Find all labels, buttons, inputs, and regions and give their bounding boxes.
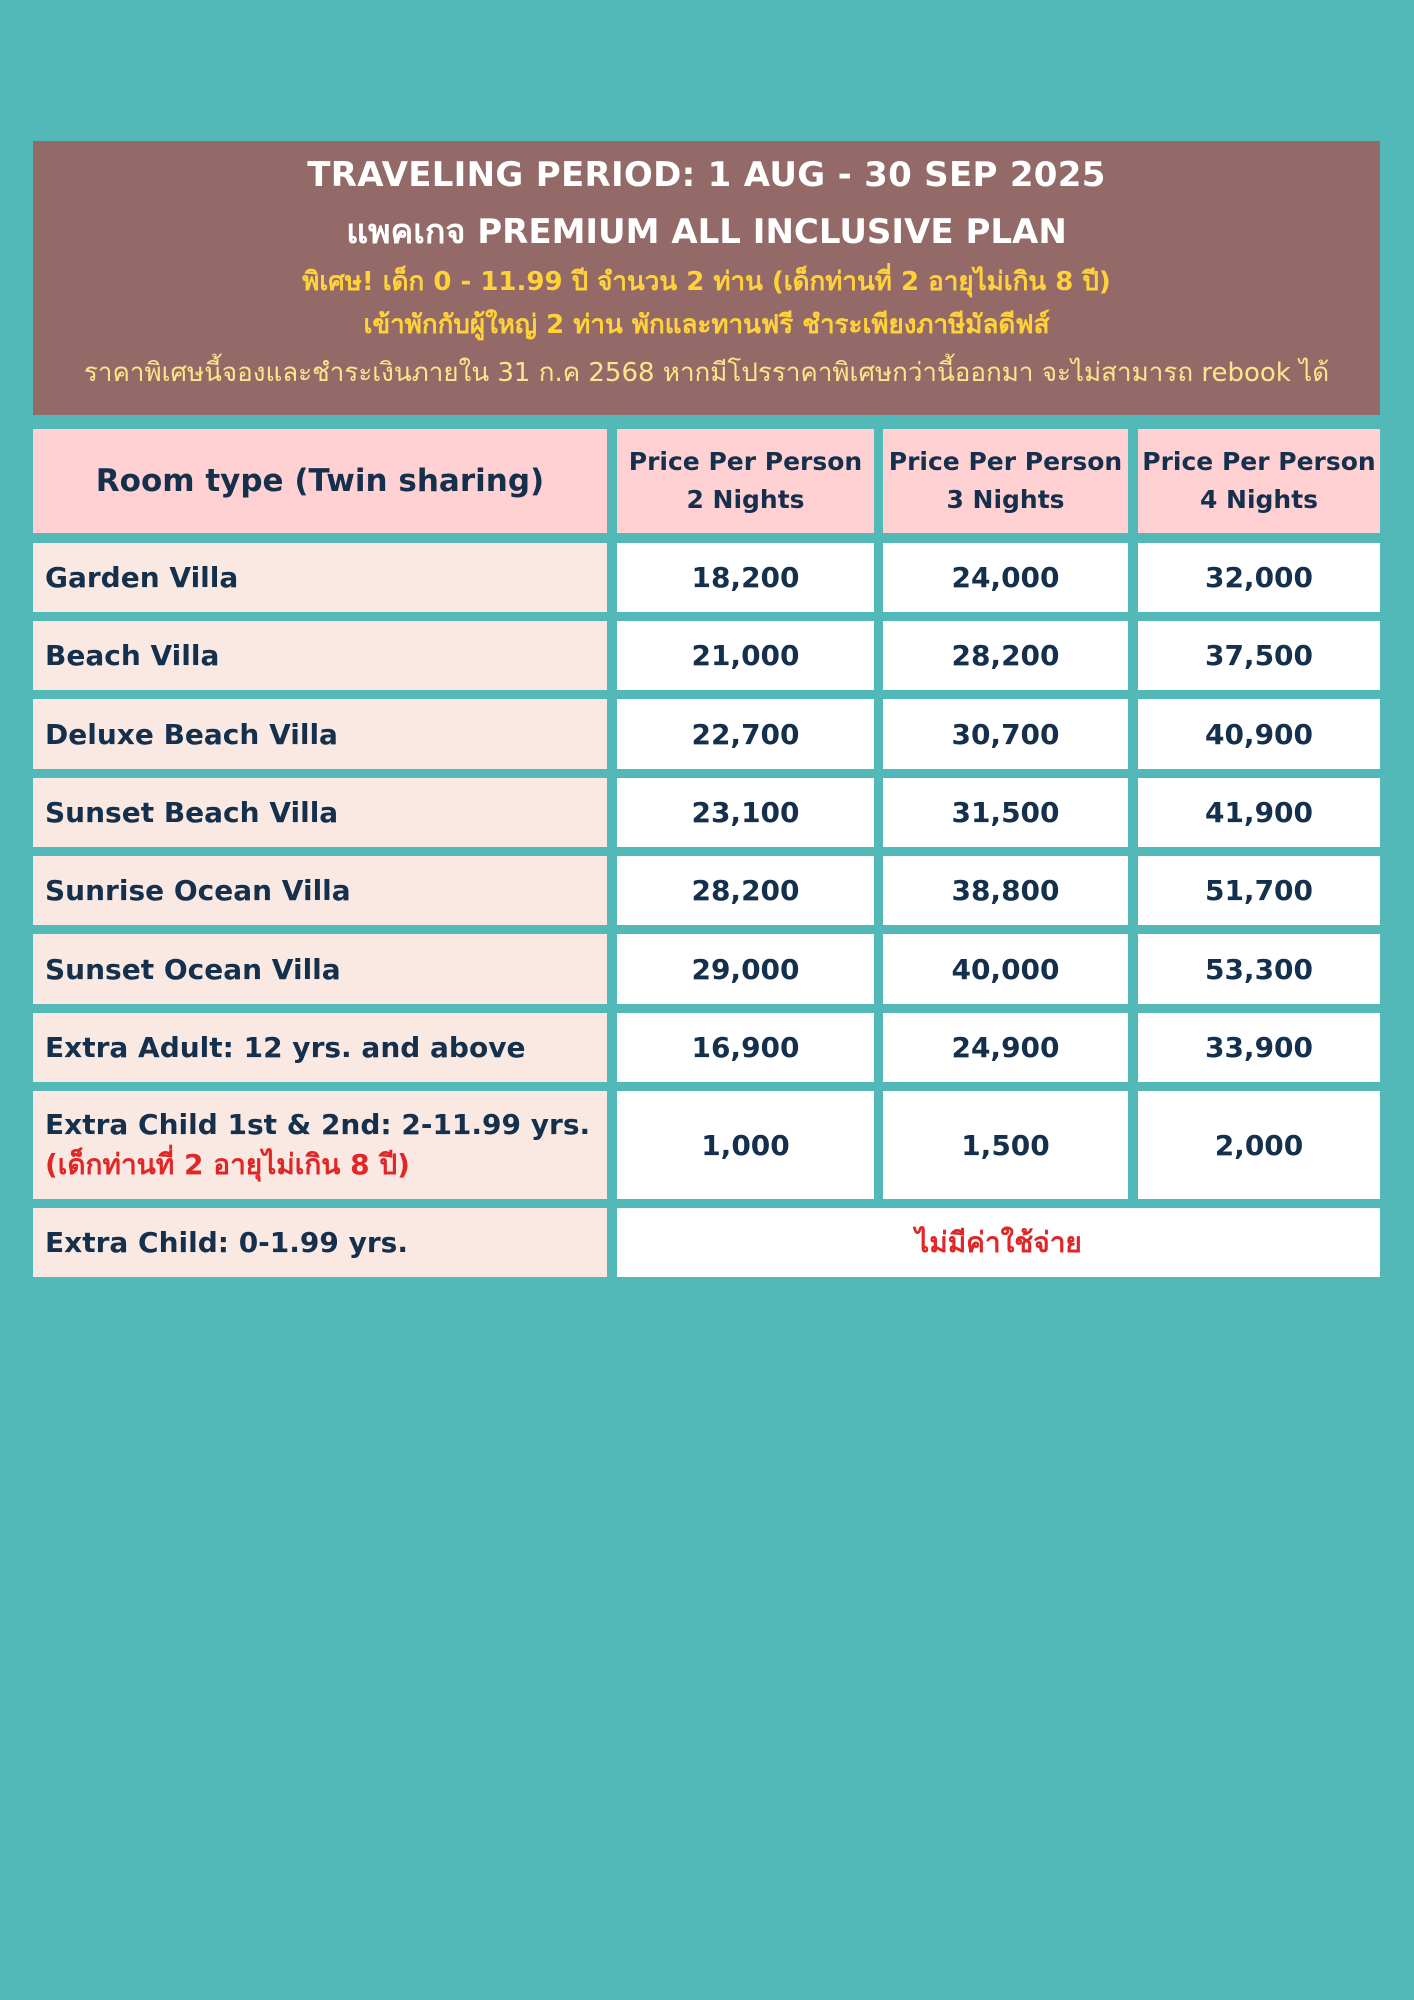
price-beach-villa-3-nights: 28,200 [883,621,1128,690]
row-name-extra-child-label: Extra Child 1st & 2nd: 2-11.99 yrs. [45,1108,591,1141]
row-name-deluxe-beach-villa: Deluxe Beach Villa [33,699,607,769]
price-deluxe-beach-villa-3-nights: 30,700 [883,699,1128,769]
column-header-2-nights-line2: 2 Nights [686,485,805,514]
price-sunset-beach-villa-2-nights: 23,100 [617,778,874,847]
column-header-2-nights-line1: Price Per Person [628,447,863,476]
column-header-4-nights [1138,429,1380,533]
column-header-2-nights [617,429,874,533]
column-header-4-nights-line2: 4 Nights [1199,485,1319,514]
row-name-extra-adult: Extra Adult: 12 yrs. and above [33,1013,607,1082]
row-name-sunset-beach-villa: Sunset Beach Villa [33,778,607,847]
price-sunrise-ocean-villa-3-nights: 38,800 [883,856,1128,925]
travel-period-title: TRAVELING PERIOD: 1 AUG - 30 SEP 2025 [307,155,1106,195]
price-beach-villa-2-nights: 21,000 [617,621,874,690]
price-sunset-beach-villa-3-nights: 31,500 [883,778,1128,847]
child-promo-text: พิเศษ! เด็ก 0 - 11.99 ปี จำนวน 2 ท่าน (เด็กท่านที่ 2 อายุไม่เกิน 8 ปี) [302,267,1111,297]
column-header-3-nights [883,429,1128,533]
price-extra-adult-2-nights: 16,900 [617,1013,874,1082]
price-garden-villa-2-nights: 18,200 [617,543,874,612]
price-extra-adult-4-nights: 33,900 [1138,1013,1380,1082]
price-extra-child-infant-free: ไม่มีค่าใช้จ่าย [617,1208,1380,1277]
row-name-sunset-ocean-villa: Sunset Ocean Villa [33,934,607,1004]
price-sunrise-ocean-villa-2-nights: 28,200 [617,856,874,925]
price-extra-child-4-nights: 2,000 [1138,1091,1380,1199]
price-deluxe-beach-villa-4-nights: 40,900 [1138,699,1380,769]
row-name-garden-villa: Garden Villa [33,543,607,612]
price-extra-child-2-nights: 1,000 [617,1091,874,1199]
column-header-room-type: Room type (Twin sharing) [33,429,607,533]
price-sunset-ocean-villa-4-nights: 53,300 [1138,934,1380,1004]
row-name-extra-child [33,1091,607,1199]
package-title: แพคเกจ PREMIUM ALL INCLUSIVE PLAN [346,212,1067,252]
stay-free-text: เข้าพักกับผู้ใหญ่ 2 ท่าน พักและทานฟรี ชำระเพียงภาษีมัลดีฟส์ [363,310,1050,340]
row-name-sunrise-ocean-villa: Sunrise Ocean Villa [33,856,607,925]
row-name-extra-child-infant: Extra Child: 0-1.99 yrs. [33,1208,607,1277]
price-sunset-beach-villa-4-nights: 41,900 [1138,778,1380,847]
column-header-3-nights-line1: Price Per Person [888,447,1123,476]
price-garden-villa-3-nights: 24,000 [883,543,1128,612]
row-name-beach-villa: Beach Villa [33,621,607,690]
row-name-extra-child-note: (เด็กท่านที่ 2 อายุไม่เกิน 8 ปี) [45,1148,410,1181]
column-header-3-nights-line2: 3 Nights [946,485,1065,514]
booking-condition-text: ราคาพิเศษนี้จองและชำระเงินภายใน 31 ก.ค 2568 หากมีโปรราคาพิเศษกว่านี้ออกมา จะไม่สามารถ rebook ได้ [83,358,1330,388]
price-extra-adult-3-nights: 24,900 [883,1013,1128,1082]
price-extra-child-3-nights: 1,500 [883,1091,1128,1199]
price-beach-villa-4-nights: 37,500 [1138,621,1380,690]
promo-header [33,141,1380,415]
price-sunset-ocean-villa-3-nights: 40,000 [883,934,1128,1004]
price-deluxe-beach-villa-2-nights: 22,700 [617,699,874,769]
price-garden-villa-4-nights: 32,000 [1138,543,1380,612]
price-sunrise-ocean-villa-4-nights: 51,700 [1138,856,1380,925]
column-header-4-nights-line1: Price Per Person [1142,447,1376,476]
price-sunset-ocean-villa-2-nights: 29,000 [617,934,874,1004]
